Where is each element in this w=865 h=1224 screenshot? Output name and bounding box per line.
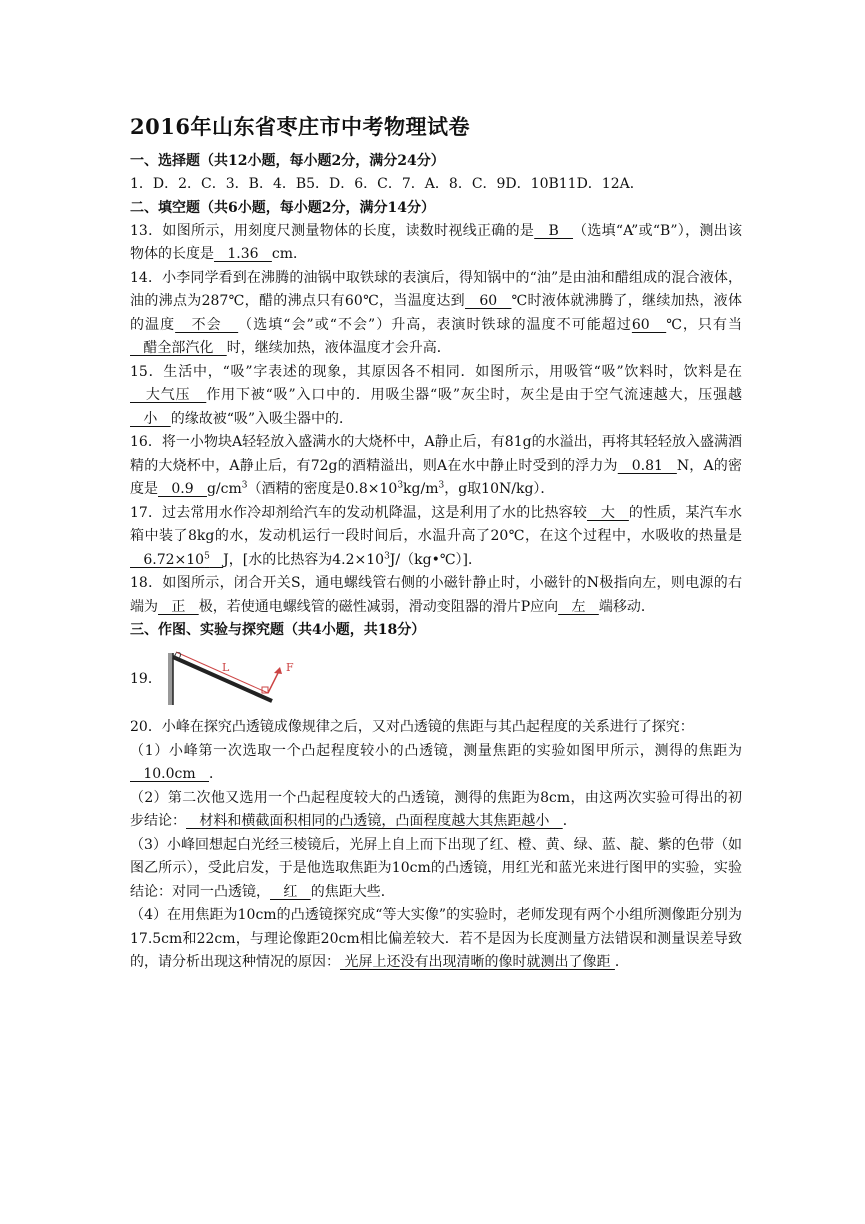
q17-answer-2b: [210, 552, 223, 568]
q17-text-2: 的性质，某汽车水箱中装了8kg的水，发动机运行一段时间后，水温升高了20℃，在这个过程中，水吸收的热量是: [130, 504, 742, 544]
q14-text-2: ℃时液体就沸腾了，继续加热，液体的温度: [130, 293, 742, 333]
q20-p4-end: ．: [614, 954, 629, 970]
q18-answer-1: 正: [158, 598, 199, 615]
label-l: L: [221, 661, 230, 674]
question-20-part1: [130, 740, 742, 787]
question-15: [130, 361, 742, 432]
q16-text-3c: kg/m: [403, 481, 439, 497]
question-17: [130, 502, 742, 573]
q14-text-4: ℃，只有当: [666, 316, 743, 333]
q19-number: 19．: [130, 671, 162, 687]
q13-text-2: （选填“A”或“B”），测出该物体的长度是: [130, 222, 742, 262]
q17-answer-2: [130, 552, 223, 568]
section-heading-experiment: 三、作图、实验与探究题（共4小题，共18分）: [130, 622, 426, 638]
q14-answer-4: 醋全部汽化: [130, 340, 227, 356]
q13-text-1: 13．如图所示，用刻度尺测量物体的长度，读数时视线正确的是: [130, 222, 535, 239]
q16-text-3d: ，g取10N/kg）．: [444, 481, 555, 497]
document-page: [130, 112, 742, 975]
q16-sup-1: 3: [241, 480, 248, 491]
q14-answer-2: 不会: [175, 316, 239, 333]
q15-text-1: 15．生活中，“吸”字表述的现象，其原因各不相同．如图所示，用吸管“吸”饮料时，饮料是在: [130, 363, 742, 380]
q13-text-3: cm．: [271, 246, 307, 262]
question-19: [130, 646, 742, 710]
question-20-intro: 20．小峰在探究凸透镜成像规律之后，又对凸透镜的焦距与其凸起程度的关系进行了探究：: [130, 719, 694, 735]
q13-answer-1: B: [534, 222, 574, 239]
q14-text-5: 时，继续加热，液体温度才会升高．: [226, 340, 451, 356]
lever-force-diagram: [164, 649, 304, 707]
q20-p3-text: （3）小峰回想起白光经三棱镜后，光屏上自上而下出现了红、橙、黄、绿、蓝、靛、紫的色带（如图乙所示），受此启发，于是他选取焦距为10cm的凸透镜，用红光和蓝光来进行图甲的实验，实验结论：对同一凸透镜，: [130, 836, 742, 900]
q14-text-3: （选填“会”或“不会”）升高，表演时铁球的温度不可能超过: [238, 316, 632, 333]
question-20-part2: [130, 787, 742, 834]
q17-answer-1: 大: [587, 504, 629, 521]
q20-p1-text: （1）小峰第一次选取一个凸起程度较小的凸透镜，测量焦距的实验如图甲所示，测得的焦距为: [130, 742, 742, 759]
q17-answer-sup: 5: [204, 550, 210, 561]
q17-sup: 3: [384, 550, 390, 561]
q20-p3-answer: 红: [270, 883, 311, 900]
q16-sup-2: 3: [397, 480, 404, 491]
q16-text-2: N，A的密度是: [130, 457, 742, 497]
q17-answer-2a: 6.72×10: [130, 551, 205, 568]
question-13: [130, 220, 742, 267]
q20-p4-text: （4）在用焦距为10cm的凸透镜探究成“等大实像”的实验时，老师发现有两个小组所测像距分别为17.5cm和22cm，与理论像距20cm相比偏差较大．若不是因为长度测量方法错误和测量误差导致的，请分析出现这种情况的原因：: [130, 907, 742, 970]
q17-text-4: J/（kg•℃）]．: [389, 551, 482, 568]
q14-answer-3: 60: [631, 316, 667, 333]
question-14: [130, 267, 742, 361]
q20-p4-answer: 光屏上还没有出现清晰的像时就测出了像距: [340, 954, 615, 970]
q16-text-3b: （酒精的密度是0.8×10: [247, 481, 398, 497]
q14-answer-1: 60: [465, 293, 512, 309]
question-20-part3: [130, 834, 742, 905]
question-18: [130, 572, 742, 619]
q15-answer-1: 大气压: [130, 387, 207, 403]
q18-text-2: 极，若使通电螺线管的磁性减弱，滑动变阻器的滑片P应向: [198, 598, 559, 615]
q16-answer-2: 0.9: [158, 481, 207, 497]
q20-p2-answer: 材料和横截面积相同的凸透镜，凸面程度越大其焦距越小: [186, 813, 563, 829]
q18-text-1: 18．如图所示，闭合开关S，通电螺线管右侧的小磁针静止时，小磁针的N极指向左，则电源的右端为: [130, 575, 742, 615]
q18-text-3: 端移动．: [598, 598, 655, 615]
q16-text-3a: g/cm: [206, 481, 242, 497]
label-o: O: [173, 652, 182, 662]
question-16: [130, 431, 742, 502]
q20-p1-answer: 10.0cm: [130, 766, 209, 782]
force-arrowhead: [274, 667, 282, 674]
q15-text-3: 的缘故被“吸”入吸尘器中的．: [170, 410, 354, 427]
q20-p2-end: ．: [562, 813, 577, 829]
q20-p2-text: （2）第二次他又选用一个凸起程度较大的凸透镜，测得的焦距为8cm，由这两次实验可得出的初步结论：: [130, 789, 742, 829]
q16-sup-3: 3: [438, 480, 445, 491]
q15-answer-2: 小: [130, 410, 171, 427]
q16-answer-1: 0.81: [617, 457, 677, 474]
q18-answer-2: 左: [558, 598, 599, 615]
mc-answers: 1．D．2．C．3．B．4．B5．D．6．C．7．A．8．C．9D．10B11D．12A．: [130, 176, 644, 192]
section-heading-fill: 二、填空题（共6小题，每小题2分，满分14分）: [130, 199, 435, 216]
q20-p1-end: ．: [209, 766, 223, 782]
q20-p3-end: 的焦距大些．: [310, 883, 395, 900]
q13-answer-2: 1.36: [214, 246, 272, 262]
q17-text-3: J，[水的比热容为4.2×10: [223, 551, 385, 568]
q14-text-1: 14．小李同学看到在沸腾的油锅中取铁球的表演后，得知锅中的“油”是由油和醋组成的混合液体，油的沸点为287℃，醋的沸点只有60℃，当温度达到: [130, 269, 742, 309]
section-heading-choice: 一、选择题（共12小题，每小题2分，满分24分）: [130, 153, 445, 169]
question-20-part4: [130, 904, 742, 975]
label-f: F: [285, 661, 294, 674]
document-title: 2016年山东省枣庄市中考物理试卷: [130, 114, 470, 139]
q17-text-1: 17．过去常用水作冷却剂给汽车的发动机降温，这是利用了水的比热容较: [130, 504, 588, 521]
q15-text-2: 作用下被“吸”入口中的．用吸尘器“吸”灰尘时，灰尘是由于空气流速越大，压强越: [206, 387, 742, 403]
q16-text-1: 16．将一小物块A轻轻放入盛满水的大烧杯中，A静止后，有81g的水溢出，再将其轻轻放入盛满酒精的大烧杯中，A静止后，有72g的酒精溢出，则A在水中静止时受到的浮力为: [130, 434, 742, 474]
